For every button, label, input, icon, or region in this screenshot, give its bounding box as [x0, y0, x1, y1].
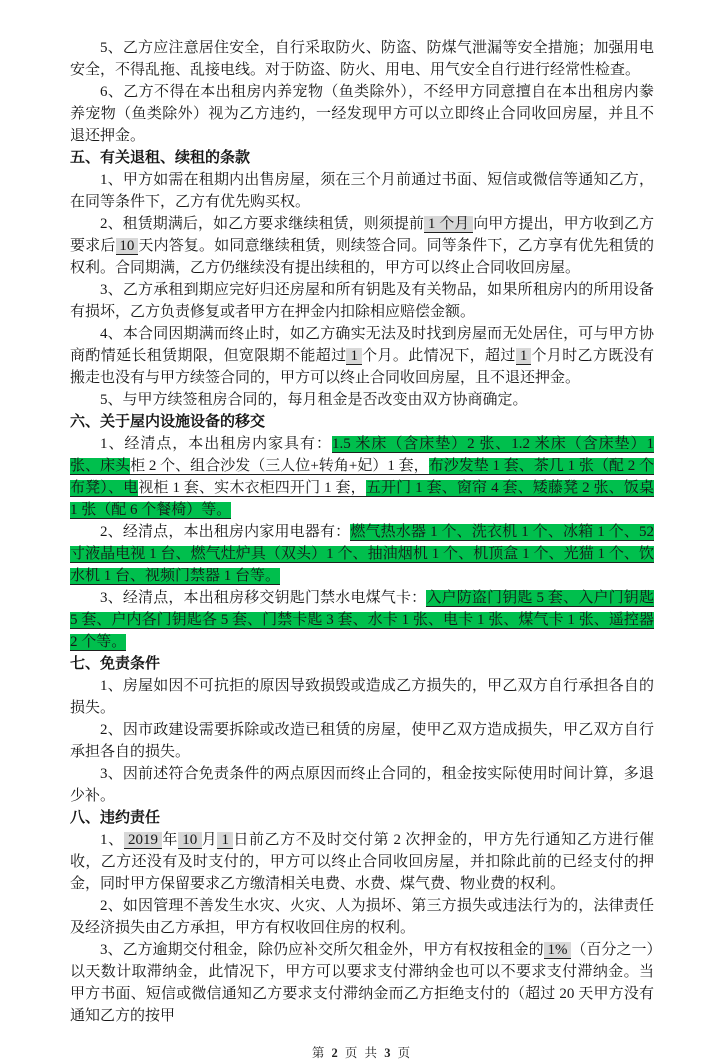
contract-paragraph [70, 169, 654, 213]
text-run: 4、本合同因期满而终止时，如乙方确实无法及时找到房屋而无处居住，可与甲方协商酌情延长租赁期限，但宽限期不能超过 [70, 326, 654, 364]
highlighted-filled-text: 入户防盗门钥匙 5 套、入户门钥匙 5 套、户内各门钥匙各 5 套、门禁卡匙 3 套、水卡 1 张、电卡 1 张、煤气卡 1 张、遥控器 2 个等。 [70, 590, 654, 650]
text-run: 2、租赁期满后，如乙方要求继续租赁，则须提前 [100, 216, 425, 232]
contract-paragraph [70, 829, 654, 895]
contract-paragraph [70, 719, 654, 763]
section-heading [70, 653, 654, 675]
filled-blank-underlined: 柜 2 个、组合沙发（三人位+转角+妃）1 套， [130, 458, 429, 474]
text-run: 天内答复。如同意继续租赁，则续签合同。同等条件下，乙方享有优先租赁的权利。合同期满，乙方仍继续没有提出续租的，甲方可以终止合同收回房屋。 [70, 238, 654, 276]
highlighted-filled-text: 1.5 米床（含床垫）2 张、1.2 米床（含床垫）1 张、床头 [70, 436, 654, 474]
contract-paragraph [70, 81, 654, 147]
contract-paragraph [70, 37, 654, 81]
form-blank-value: 2019 [123, 832, 163, 848]
contract-paragraph [70, 433, 654, 521]
text-run: （百分之一）以天数计取滞纳金，此情况下，甲方可以要求支付滞纳金也可以不要求支付滞纳金。当甲方书面、短信或微信通知乙方要求支付滞纳金而乙方拒绝支付的（超过 20 天甲方没有通知乙方的按甲 [70, 942, 654, 1024]
text-run: 日前乙方不及时交付第 2 次押金的，甲方先行通知乙方进行催收，乙方还没有及时支付的，甲方可以终止合同收回房屋，并扣除此前的已经支付的押金，同时甲方保留要求乙方缴清相关电费、水费、煤气费、物业费的权利。 [70, 832, 655, 892]
text-run: 3、乙方逾期交付租金，除仍应补交所欠租金外，甲方有权按租金的 [100, 942, 544, 958]
text-run: 6、乙方不得在本出租房内养宠物（鱼类除外），不经甲方同意擅自在本出租房内豢养宠物（鱼类除外）视为乙方违约，一经发现甲方可以立即终止合同收回房屋，并且不退还押金。 [70, 84, 654, 144]
contract-paragraph [70, 279, 654, 323]
contract-paragraph [70, 763, 654, 807]
text-run: 五、有关退租、续租的条款 [70, 150, 251, 166]
page-footer [70, 1042, 654, 1064]
document-body [70, 37, 654, 1027]
contract-paragraph [70, 587, 654, 653]
form-blank-value: 10 [177, 832, 202, 848]
text-run: 2、经清点，本出租房内家用电器有： [100, 524, 351, 540]
text-run: 2、如因管理不善发生水灾、火灾、人为损坏、第三方损失或违法行为的，法律责任及经济损失由乙方承担，甲方有权收回住房的权利。 [70, 898, 654, 936]
text-run: 3、经清点，本出租房移交钥匙门禁水电煤气卡： [100, 590, 427, 606]
form-blank-value: 10 [115, 238, 139, 254]
highlighted-filled-text: 五开门 1 套、窗帘 4 套、矮藤凳 2 张、饭桌 1 张（配 6 个餐椅）等。 [70, 480, 654, 518]
contract-paragraph [70, 521, 654, 587]
text-run: 页 共 [339, 1046, 385, 1060]
text-run: 第 [311, 1046, 332, 1060]
text-run: 1、甲方如需在租期内出售房屋，须在三个月前通过书面、短信或微信等通知乙方，在同等条件下，乙方有优先购买权。 [70, 172, 654, 210]
highlighted-filled-text: 燃气热水器 1 个、洗衣机 1 个、冰箱 1 个、52 寸液晶电视 1 台、燃气灶炉具（双头）1 个、抽油烟机 1 个、机顶盒 1 个、光猫 1 个、饮水机 1 台、视频门禁器 1 台等。 [70, 524, 654, 584]
text-run: 向甲方提出，甲方收到乙方要求后 [70, 216, 654, 254]
text-run: 2、因市政建设需要拆除或改造已租赁的房屋，使甲乙双方造成损失，甲乙双方自行承担各自的损失。 [70, 722, 654, 760]
text-run: 1、房屋如因不可抗拒的原因导致损毁或造成乙方损失的，甲乙双方自行承担各自的损失。 [70, 678, 654, 716]
contract-paragraph [70, 323, 654, 389]
text-run: 页 [392, 1046, 413, 1060]
text-run: 3、因前述符合免责条件的两点原因而终止合同的，租金按实际使用时间计算，多退少补。 [70, 766, 654, 804]
contract-paragraph [70, 213, 654, 279]
text-run: 月 [201, 832, 218, 848]
form-blank-value: 1 [346, 348, 363, 364]
section-heading [70, 147, 654, 169]
text-run: 六、关于屋内设施设备的移交 [70, 414, 266, 430]
text-run: 七、免责条件 [70, 656, 161, 672]
page-number: 2 [331, 1046, 340, 1060]
text-run: 1、 [100, 832, 124, 848]
text-run: 5、乙方应注意居住安全，自行采取防火、防盗、防煤气泄漏等安全措施；加强用电安全，不得乱拖、乱接电线。对于防盗、防火、用电、用气安全自行进行经常性检查。 [70, 40, 654, 78]
form-blank-value: 1 [515, 348, 532, 364]
text-run: 个月。此情况下，超过 [362, 348, 516, 364]
section-heading [70, 807, 654, 829]
section-heading [70, 411, 654, 433]
filled-blank-underlined: 视柜 1 套、实木衣柜四开门 1 套， [138, 480, 366, 496]
text-run: 1、经清点，本出租房内家具有： [100, 436, 332, 452]
form-blank-value: 1% [543, 942, 572, 958]
text-run: 个月时乙方既没有搬走也没有与甲方续签合同的，甲方可以终止合同收回房屋，且不退还押金。 [70, 348, 654, 386]
contract-paragraph [70, 895, 654, 939]
text-run: 年 [162, 832, 178, 848]
text-run: 八、违约责任 [70, 810, 161, 826]
page-number: 3 [384, 1046, 393, 1060]
contract-paragraph [70, 389, 654, 411]
form-blank-value: 1 个月 [424, 216, 474, 232]
text-run: 5、与甲方续签租房合同的，每月租金是否改变由双方协商确定。 [100, 392, 528, 408]
form-blank-value: 1 [217, 832, 234, 848]
highlighted-filled-text: 布沙发垫 1 套、茶几 1 张（配 2 个布凳）、电 [70, 458, 654, 496]
text-run: 3、乙方承租到期应完好归还房屋和所有钥匙及有关物品，如果所租房内的所用设备有损坏，乙方负责修复或者甲方在押金内扣除相应赔偿金额。 [70, 282, 654, 320]
contract-paragraph [70, 675, 654, 719]
contract-paragraph [70, 939, 654, 1027]
